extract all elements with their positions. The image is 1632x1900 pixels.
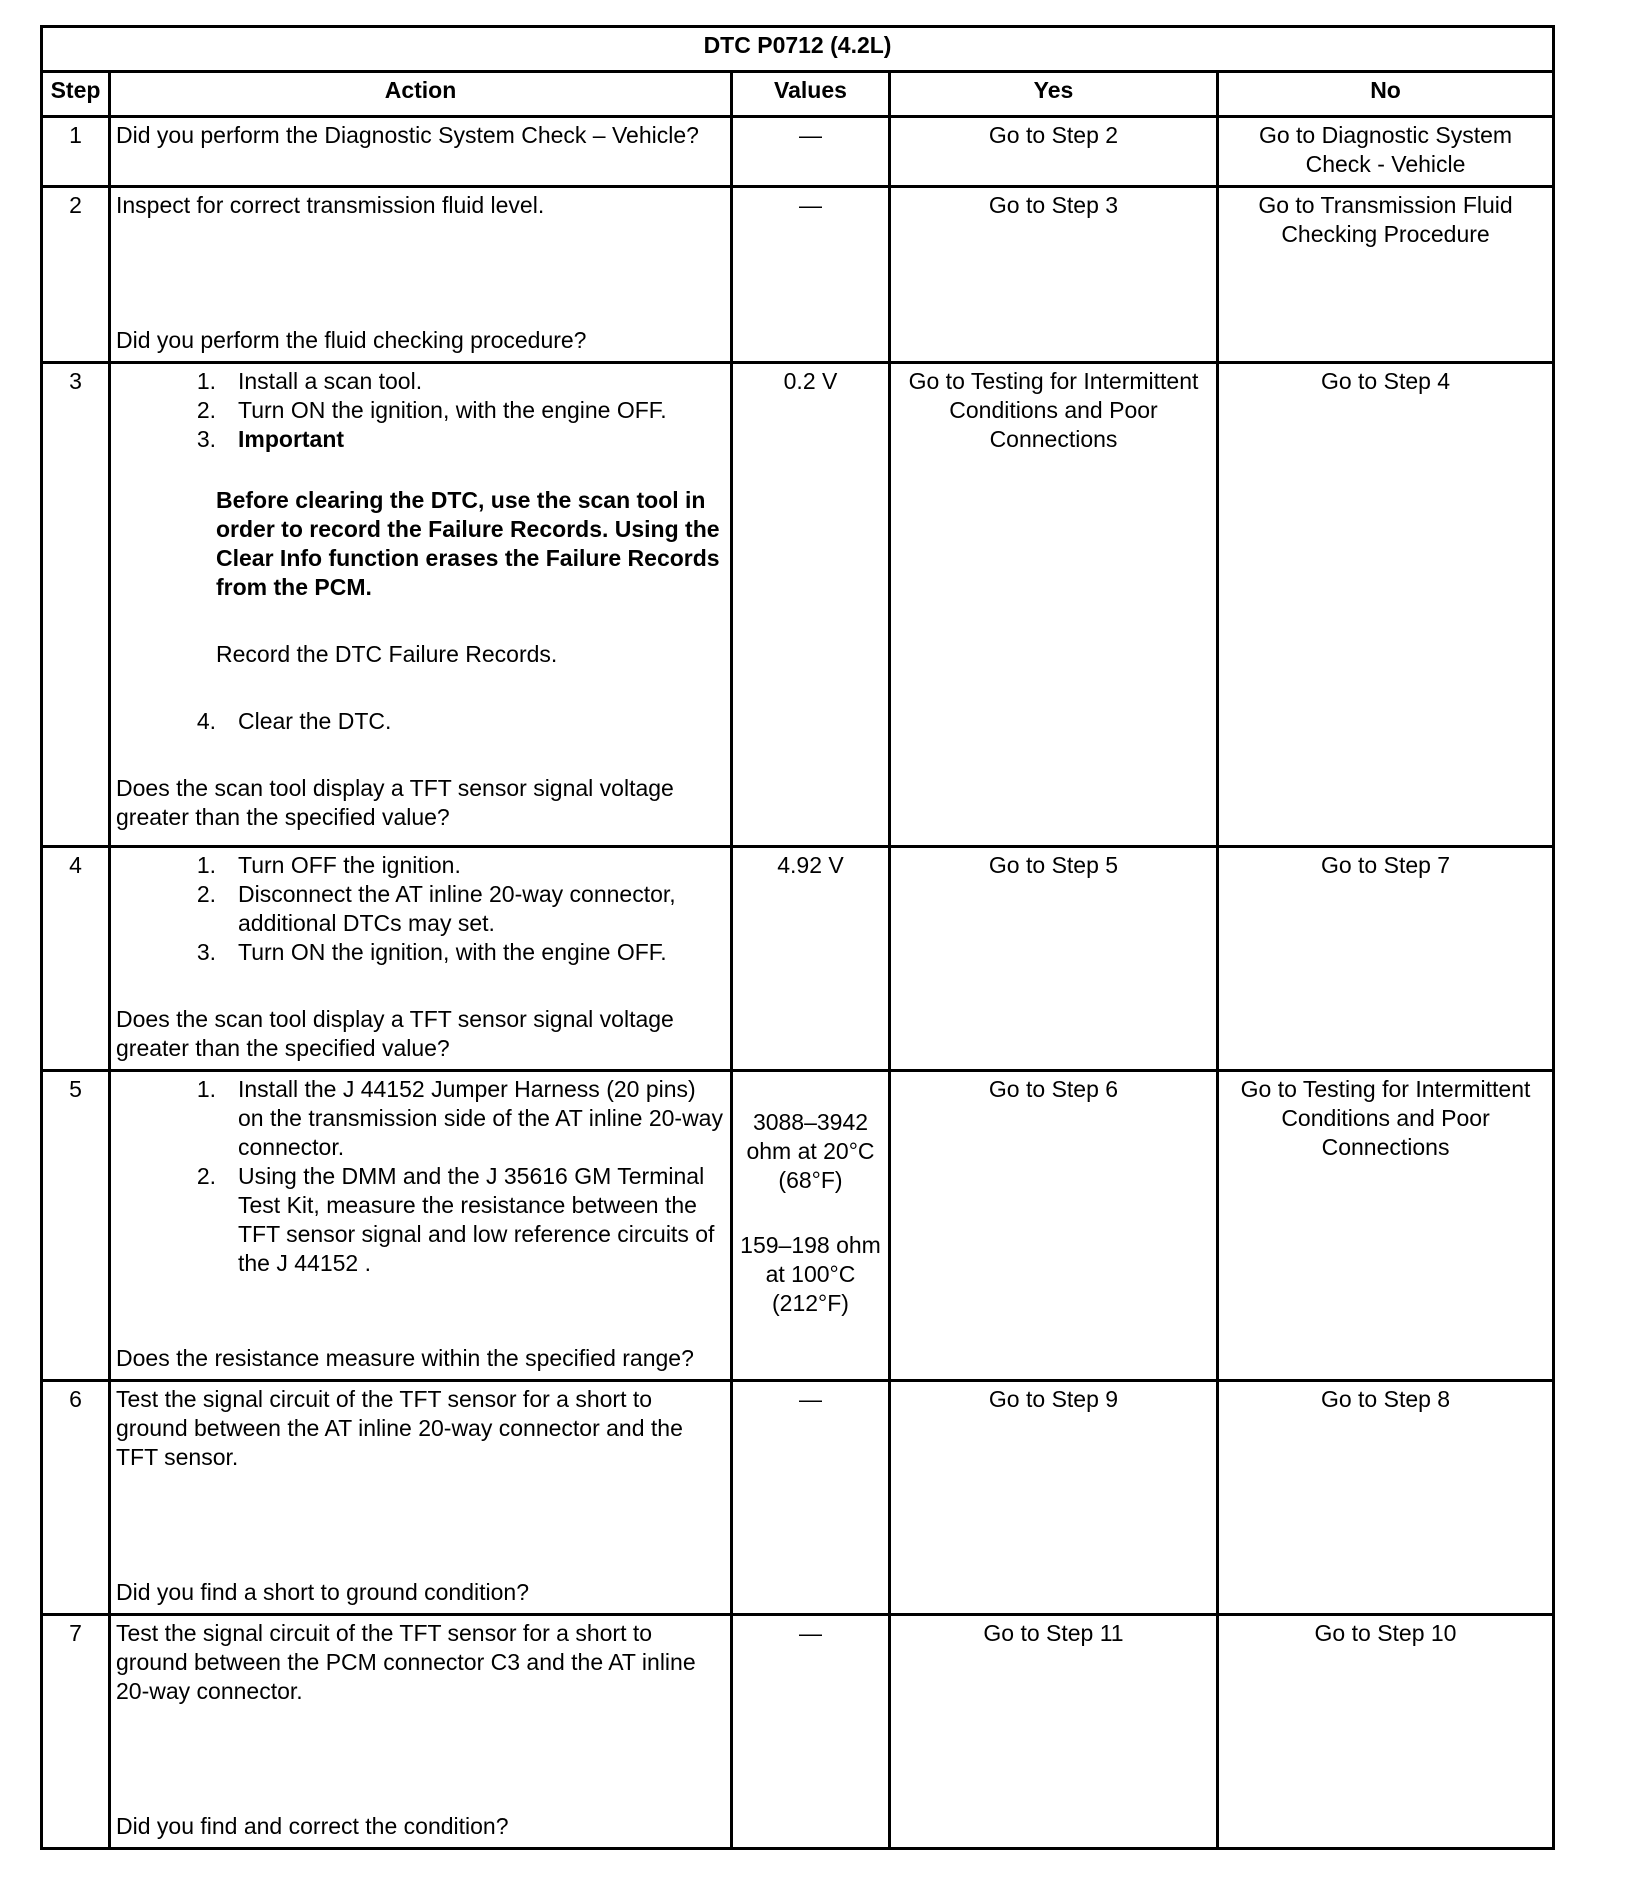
no-cell: Go to Testing for Intermittent Conditions and Poor Connections: [1218, 1071, 1554, 1381]
list-item: 2. Turn ON the ignition, with the engine OFF.: [196, 397, 667, 423]
action-intro: Test the signal circuit of the TFT sensor for a short to ground between the AT inline 20-way connector and the TFT sensor.: [116, 1386, 683, 1470]
title-row: [42, 27, 1554, 72]
no-cell: Go to Step 7: [1218, 847, 1554, 1071]
table-row: [42, 363, 1554, 847]
action-cell: [110, 847, 732, 1071]
value-cell: 4.92 V: [732, 847, 890, 1071]
action-list: [116, 367, 725, 454]
value-cell: —: [732, 187, 890, 363]
action-cell: [110, 363, 732, 847]
action-question: Does the resistance measure within the specified range?: [116, 1345, 694, 1371]
action-question: Does the scan tool display a TFT sensor signal voltage greater than the specified value?: [116, 1006, 674, 1061]
yes-cell: Go to Step 6: [890, 1071, 1218, 1381]
table-row: [42, 1071, 1554, 1381]
table-row: [42, 847, 1554, 1071]
value-cell: 0.2 V: [732, 363, 890, 847]
action-intro: Inspect for correct transmission fluid level.: [116, 192, 545, 218]
action-list: [116, 1075, 725, 1278]
yes-cell: Go to Step 5: [890, 847, 1218, 1071]
header-row: [42, 72, 1554, 117]
action-cell: [110, 1615, 732, 1849]
value-cell: —: [732, 1381, 890, 1615]
list-item: 4. Clear the DTC.: [196, 708, 392, 734]
no-cell: Go to Diagnostic System Check - Vehicle: [1218, 117, 1554, 187]
list-item: 3. Turn ON the ignition, with the engine OFF.: [196, 939, 667, 965]
list-item: 2. Using the DMM and the J 35616 GM Terminal Test Kit, measure the resistance between the TFT sensor signal and low reference circuits of the J 44152 .: [196, 1163, 715, 1276]
value-cell: —: [732, 117, 890, 187]
action-question: Did you find and correct the condition?: [116, 1813, 509, 1839]
action-question: Does the scan tool display a TFT sensor signal voltage greater than the specified value?: [116, 775, 674, 830]
list-item: 1. Install the J 44152 Jumper Harness (20 pins) on the transmission side of the AT inline 20-way connector.: [196, 1076, 723, 1160]
action-cell: [110, 117, 732, 187]
header-values: Values: [732, 72, 890, 117]
value-cell: —: [732, 1615, 890, 1849]
header-action: Action: [110, 72, 732, 117]
record-text: Record the DTC Failure Records.: [216, 641, 558, 667]
yes-cell: Go to Step 3: [890, 187, 1218, 363]
list-item: 3. Important: [116, 425, 725, 454]
no-cell: Go to Transmission Fluid Checking Procedure: [1218, 187, 1554, 363]
action-cell: [110, 1381, 732, 1615]
step-number: 1: [42, 117, 110, 187]
step-number: 2: [42, 187, 110, 363]
value-cell: [732, 1071, 890, 1381]
action-question: Did you perform the Diagnostic System Check – Vehicle?: [116, 122, 699, 148]
table-row: [42, 1381, 1554, 1615]
action-list: [116, 851, 725, 967]
action-cell: [110, 187, 732, 363]
important-label: Important: [238, 426, 345, 452]
yes-cell: Go to Step 11: [890, 1615, 1218, 1849]
important-note: Before clearing the DTC, use the scan tool in order to record the Failure Records. Using the Clear Info function erases the Failure Records from the PCM.: [216, 487, 720, 600]
action-question: Did you find a short to ground condition?: [116, 1579, 529, 1605]
list-item: 1. Turn OFF the ignition.: [196, 852, 461, 878]
step-number: 7: [42, 1615, 110, 1849]
step-number: 6: [42, 1381, 110, 1615]
dtc-table: [40, 25, 1555, 1850]
value-range-20c: 3088–3942 ohm at 20°C (68°F): [746, 1109, 875, 1193]
list-item: 2. Disconnect the AT inline 20-way connector, additional DTCs may set.: [196, 881, 676, 936]
action-cell: [110, 1071, 732, 1381]
yes-cell: Go to Step 2: [890, 117, 1218, 187]
action-list: [116, 707, 725, 736]
header-no: No: [1218, 72, 1554, 117]
table-title: DTC P0712 (4.2L): [42, 27, 1554, 72]
action-question: Did you perform the fluid checking procedure?: [116, 327, 587, 353]
list-item: 1. Install a scan tool.: [196, 368, 423, 394]
action-intro: Test the signal circuit of the TFT sensor for a short to ground between the PCM connector C3 and the AT inline 20-way connector.: [116, 1620, 696, 1704]
table-row: [42, 117, 1554, 187]
no-cell: Go to Step 4: [1218, 363, 1554, 847]
yes-cell: Go to Step 9: [890, 1381, 1218, 1615]
value-range-100c: 159–198 ohm at 100°C (212°F): [740, 1232, 881, 1316]
header-step: Step: [42, 72, 110, 117]
table-row: [42, 1615, 1554, 1849]
no-cell: Go to Step 10: [1218, 1615, 1554, 1849]
table-row: [42, 187, 1554, 363]
no-cell: Go to Step 8: [1218, 1381, 1554, 1615]
step-number: 4: [42, 847, 110, 1071]
step-number: 5: [42, 1071, 110, 1381]
yes-cell: Go to Testing for Intermittent Conditions and Poor Connections: [890, 363, 1218, 847]
header-yes: Yes: [890, 72, 1218, 117]
step-number: 3: [42, 363, 110, 847]
